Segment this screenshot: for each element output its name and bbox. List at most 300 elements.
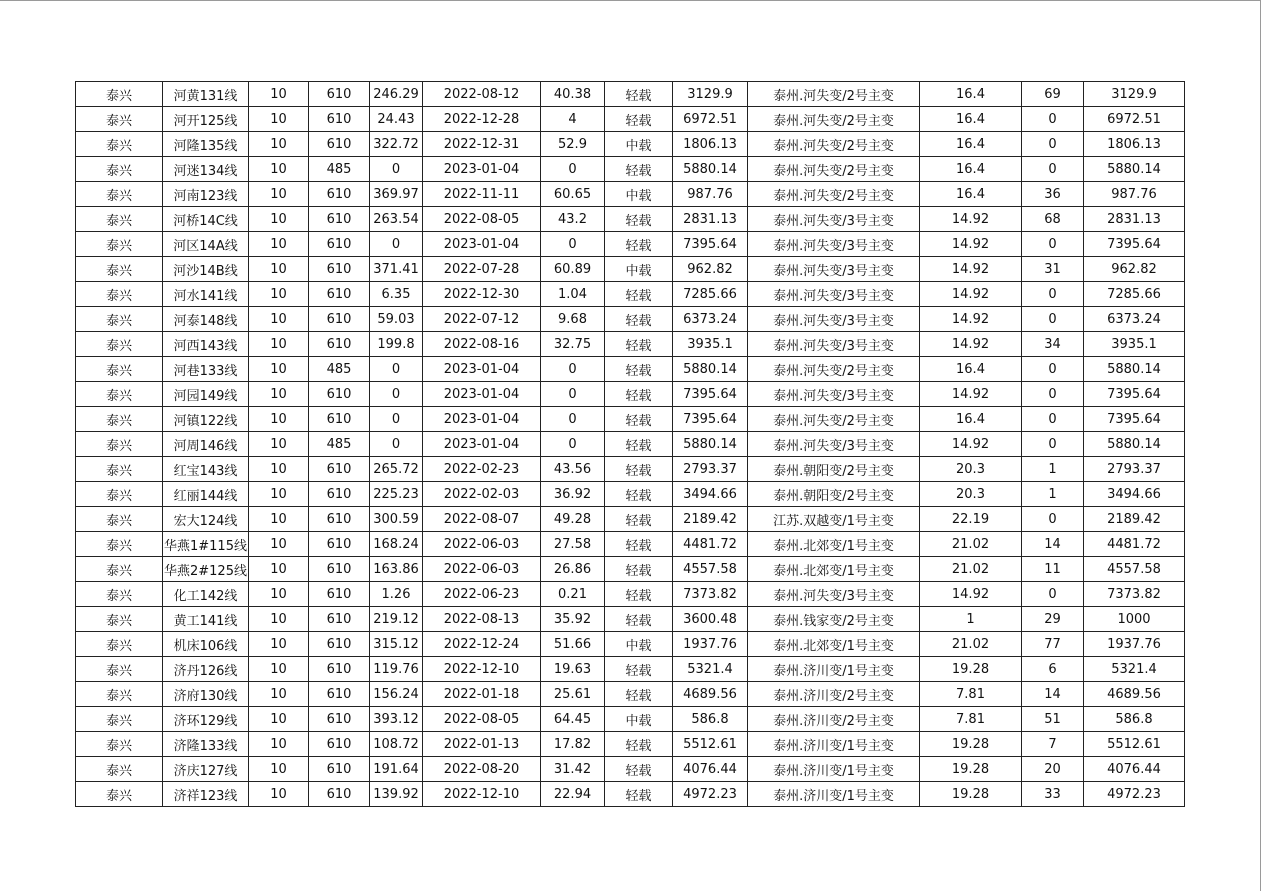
transformer-value-cell: 21.02 xyxy=(920,532,1022,557)
margin-cell: 6373.24 xyxy=(673,307,748,332)
transformer-value-cell: 21.02 xyxy=(920,557,1022,582)
transformer-cell: 泰州.河失变/2号主变 xyxy=(748,132,920,157)
load-value-cell: 191.64 xyxy=(370,757,423,782)
load-rate-cell: 25.61 xyxy=(541,682,605,707)
load-status-cell: 中载 xyxy=(605,707,673,732)
margin-cell: 2831.13 xyxy=(673,207,748,232)
available-capacity-cell: 5880.14 xyxy=(1084,357,1185,382)
voltage-cell: 10 xyxy=(249,707,309,732)
date-cell: 2022-07-28 xyxy=(423,257,541,282)
table-row xyxy=(76,782,1185,807)
margin-cell: 5880.14 xyxy=(673,432,748,457)
transformer-value-cell: 20.3 xyxy=(920,457,1022,482)
voltage-cell: 10 xyxy=(249,232,309,257)
load-value-cell: 24.43 xyxy=(370,107,423,132)
load-rate-cell: 0 xyxy=(541,432,605,457)
table-row xyxy=(76,107,1185,132)
load-status-cell: 轻载 xyxy=(605,107,673,132)
load-rate-cell: 43.2 xyxy=(541,207,605,232)
line-name-cell: 济丹126线 xyxy=(163,657,249,682)
capacity-cell: 610 xyxy=(309,282,370,307)
available-capacity-cell: 1937.76 xyxy=(1084,632,1185,657)
load-value-cell: 139.92 xyxy=(370,782,423,807)
load-rate-cell: 4 xyxy=(541,107,605,132)
count-cell: 34 xyxy=(1022,332,1084,357)
available-capacity-cell: 4481.72 xyxy=(1084,532,1185,557)
date-cell: 2022-02-03 xyxy=(423,482,541,507)
voltage-cell: 10 xyxy=(249,157,309,182)
transformer-value-cell: 1 xyxy=(920,607,1022,632)
transformer-value-cell: 16.4 xyxy=(920,407,1022,432)
load-value-cell: 393.12 xyxy=(370,707,423,732)
margin-cell: 2189.42 xyxy=(673,507,748,532)
count-cell: 11 xyxy=(1022,557,1084,582)
transformer-cell: 泰州.北郊变/1号主变 xyxy=(748,532,920,557)
transformer-cell: 泰州.济川变/1号主变 xyxy=(748,732,920,757)
count-cell: 0 xyxy=(1022,132,1084,157)
load-rate-cell: 35.92 xyxy=(541,607,605,632)
region-cell: 泰兴 xyxy=(76,282,163,307)
margin-cell: 1937.76 xyxy=(673,632,748,657)
region-cell: 泰兴 xyxy=(76,182,163,207)
voltage-cell: 10 xyxy=(249,82,309,107)
region-cell: 泰兴 xyxy=(76,257,163,282)
load-rate-cell: 0 xyxy=(541,157,605,182)
available-capacity-cell: 6972.51 xyxy=(1084,107,1185,132)
available-capacity-cell: 6373.24 xyxy=(1084,307,1185,332)
capacity-cell: 485 xyxy=(309,432,370,457)
count-cell: 0 xyxy=(1022,357,1084,382)
transformer-value-cell: 19.28 xyxy=(920,782,1022,807)
load-value-cell: 0 xyxy=(370,157,423,182)
load-value-cell: 225.23 xyxy=(370,482,423,507)
load-status-cell: 轻载 xyxy=(605,757,673,782)
region-cell: 泰兴 xyxy=(76,632,163,657)
load-value-cell: 219.12 xyxy=(370,607,423,632)
load-rate-cell: 0 xyxy=(541,407,605,432)
load-status-cell: 轻载 xyxy=(605,332,673,357)
date-cell: 2022-12-30 xyxy=(423,282,541,307)
count-cell: 68 xyxy=(1022,207,1084,232)
voltage-cell: 10 xyxy=(249,757,309,782)
voltage-cell: 10 xyxy=(249,332,309,357)
capacity-cell: 610 xyxy=(309,457,370,482)
count-cell: 0 xyxy=(1022,282,1084,307)
load-value-cell: 168.24 xyxy=(370,532,423,557)
load-rate-cell: 31.42 xyxy=(541,757,605,782)
region-cell: 泰兴 xyxy=(76,207,163,232)
table-row xyxy=(76,532,1185,557)
margin-cell: 5880.14 xyxy=(673,357,748,382)
line-name-cell: 济府130线 xyxy=(163,682,249,707)
count-cell: 51 xyxy=(1022,707,1084,732)
capacity-cell: 610 xyxy=(309,257,370,282)
margin-cell: 4076.44 xyxy=(673,757,748,782)
voltage-cell: 10 xyxy=(249,482,309,507)
load-value-cell: 1.26 xyxy=(370,582,423,607)
date-cell: 2022-08-16 xyxy=(423,332,541,357)
load-rate-cell: 43.56 xyxy=(541,457,605,482)
voltage-cell: 10 xyxy=(249,432,309,457)
load-rate-cell: 32.75 xyxy=(541,332,605,357)
line-name-cell: 华燕2#125线 xyxy=(163,557,249,582)
table-body xyxy=(76,82,1185,807)
table-row xyxy=(76,332,1185,357)
transformer-cell: 泰州.济川变/1号主变 xyxy=(748,757,920,782)
available-capacity-cell: 5321.4 xyxy=(1084,657,1185,682)
load-status-cell: 轻载 xyxy=(605,582,673,607)
voltage-cell: 10 xyxy=(249,207,309,232)
voltage-cell: 10 xyxy=(249,382,309,407)
voltage-cell: 10 xyxy=(249,607,309,632)
date-cell: 2023-01-04 xyxy=(423,157,541,182)
capacity-cell: 610 xyxy=(309,682,370,707)
available-capacity-cell: 3494.66 xyxy=(1084,482,1185,507)
load-status-cell: 轻载 xyxy=(605,507,673,532)
capacity-cell: 610 xyxy=(309,82,370,107)
capacity-cell: 610 xyxy=(309,307,370,332)
load-status-cell: 轻载 xyxy=(605,82,673,107)
transformer-value-cell: 14.92 xyxy=(920,307,1022,332)
load-status-cell: 轻载 xyxy=(605,407,673,432)
available-capacity-cell: 7395.64 xyxy=(1084,232,1185,257)
load-status-cell: 轻载 xyxy=(605,607,673,632)
count-cell: 20 xyxy=(1022,757,1084,782)
margin-cell: 987.76 xyxy=(673,182,748,207)
load-rate-cell: 49.28 xyxy=(541,507,605,532)
region-cell: 泰兴 xyxy=(76,132,163,157)
margin-cell: 7395.64 xyxy=(673,382,748,407)
count-cell: 7 xyxy=(1022,732,1084,757)
load-value-cell: 369.97 xyxy=(370,182,423,207)
capacity-cell: 610 xyxy=(309,632,370,657)
region-cell: 泰兴 xyxy=(76,557,163,582)
load-rate-cell: 1.04 xyxy=(541,282,605,307)
region-cell: 泰兴 xyxy=(76,582,163,607)
capacity-cell: 610 xyxy=(309,182,370,207)
date-cell: 2022-06-23 xyxy=(423,582,541,607)
line-name-cell: 河区14A线 xyxy=(163,232,249,257)
table-row xyxy=(76,757,1185,782)
region-cell: 泰兴 xyxy=(76,432,163,457)
voltage-cell: 10 xyxy=(249,582,309,607)
count-cell: 0 xyxy=(1022,107,1084,132)
transformer-cell: 泰州.河失变/3号主变 xyxy=(748,382,920,407)
line-name-cell: 河泰148线 xyxy=(163,307,249,332)
date-cell: 2022-06-03 xyxy=(423,557,541,582)
transformer-value-cell: 14.92 xyxy=(920,332,1022,357)
available-capacity-cell: 2831.13 xyxy=(1084,207,1185,232)
capacity-cell: 610 xyxy=(309,532,370,557)
available-capacity-cell: 5512.61 xyxy=(1084,732,1185,757)
table-row xyxy=(76,457,1185,482)
date-cell: 2022-08-20 xyxy=(423,757,541,782)
load-status-cell: 轻载 xyxy=(605,282,673,307)
line-name-cell: 河南123线 xyxy=(163,182,249,207)
voltage-cell: 10 xyxy=(249,307,309,332)
line-name-cell: 河水141线 xyxy=(163,282,249,307)
region-cell: 泰兴 xyxy=(76,157,163,182)
available-capacity-cell: 7395.64 xyxy=(1084,407,1185,432)
date-cell: 2022-11-11 xyxy=(423,182,541,207)
date-cell: 2022-12-31 xyxy=(423,132,541,157)
table-row xyxy=(76,732,1185,757)
count-cell: 29 xyxy=(1022,607,1084,632)
table-row xyxy=(76,182,1185,207)
line-name-cell: 河周146线 xyxy=(163,432,249,457)
transformer-value-cell: 7.81 xyxy=(920,707,1022,732)
count-cell: 0 xyxy=(1022,307,1084,332)
voltage-cell: 10 xyxy=(249,107,309,132)
date-cell: 2023-01-04 xyxy=(423,357,541,382)
load-status-cell: 轻载 xyxy=(605,732,673,757)
date-cell: 2023-01-04 xyxy=(423,432,541,457)
load-status-cell: 轻载 xyxy=(605,557,673,582)
load-status-cell: 中载 xyxy=(605,632,673,657)
date-cell: 2022-06-03 xyxy=(423,532,541,557)
region-cell: 泰兴 xyxy=(76,357,163,382)
voltage-cell: 10 xyxy=(249,507,309,532)
table-row xyxy=(76,157,1185,182)
transformer-cell: 江苏.双越变/1号主变 xyxy=(748,507,920,532)
available-capacity-cell: 4076.44 xyxy=(1084,757,1185,782)
transformer-cell: 泰州.北郊变/1号主变 xyxy=(748,557,920,582)
available-capacity-cell: 4972.23 xyxy=(1084,782,1185,807)
line-name-cell: 河桥14C线 xyxy=(163,207,249,232)
load-rate-cell: 0 xyxy=(541,232,605,257)
transformer-cell: 泰州.河失变/3号主变 xyxy=(748,257,920,282)
load-value-cell: 0 xyxy=(370,382,423,407)
table-row xyxy=(76,232,1185,257)
available-capacity-cell: 1000 xyxy=(1084,607,1185,632)
margin-cell: 1806.13 xyxy=(673,132,748,157)
available-capacity-cell: 3935.1 xyxy=(1084,332,1185,357)
transformer-cell: 泰州.河失变/3号主变 xyxy=(748,232,920,257)
table-row xyxy=(76,307,1185,332)
region-cell: 泰兴 xyxy=(76,732,163,757)
date-cell: 2022-08-07 xyxy=(423,507,541,532)
load-value-cell: 0 xyxy=(370,407,423,432)
transformer-cell: 泰州.济川变/1号主变 xyxy=(748,782,920,807)
line-name-cell: 河沙14B线 xyxy=(163,257,249,282)
transformer-cell: 泰州.河失变/3号主变 xyxy=(748,582,920,607)
available-capacity-cell: 5880.14 xyxy=(1084,432,1185,457)
table-row xyxy=(76,607,1185,632)
region-cell: 泰兴 xyxy=(76,707,163,732)
load-rate-cell: 60.65 xyxy=(541,182,605,207)
date-cell: 2023-01-04 xyxy=(423,232,541,257)
transformer-value-cell: 16.4 xyxy=(920,157,1022,182)
table-row xyxy=(76,132,1185,157)
count-cell: 0 xyxy=(1022,382,1084,407)
voltage-cell: 10 xyxy=(249,682,309,707)
transformer-value-cell: 16.4 xyxy=(920,182,1022,207)
transformer-value-cell: 14.92 xyxy=(920,282,1022,307)
available-capacity-cell: 4689.56 xyxy=(1084,682,1185,707)
region-cell: 泰兴 xyxy=(76,757,163,782)
region-cell: 泰兴 xyxy=(76,332,163,357)
capacity-cell: 610 xyxy=(309,507,370,532)
transformer-cell: 泰州.河失变/2号主变 xyxy=(748,82,920,107)
margin-cell: 4972.23 xyxy=(673,782,748,807)
voltage-cell: 10 xyxy=(249,457,309,482)
load-rate-cell: 22.94 xyxy=(541,782,605,807)
load-status-cell: 轻载 xyxy=(605,432,673,457)
count-cell: 14 xyxy=(1022,532,1084,557)
table-row xyxy=(76,282,1185,307)
line-name-cell: 济祥123线 xyxy=(163,782,249,807)
capacity-cell: 610 xyxy=(309,782,370,807)
line-name-cell: 化工142线 xyxy=(163,582,249,607)
table-row xyxy=(76,657,1185,682)
count-cell: 1 xyxy=(1022,457,1084,482)
region-cell: 泰兴 xyxy=(76,607,163,632)
table-row xyxy=(76,407,1185,432)
date-cell: 2022-07-12 xyxy=(423,307,541,332)
load-value-cell: 315.12 xyxy=(370,632,423,657)
table-row xyxy=(76,357,1185,382)
load-rate-cell: 52.9 xyxy=(541,132,605,157)
table-row xyxy=(76,707,1185,732)
transformer-cell: 泰州.河失变/2号主变 xyxy=(748,182,920,207)
line-name-cell: 河巷133线 xyxy=(163,357,249,382)
transformer-cell: 泰州.河失变/3号主变 xyxy=(748,332,920,357)
region-cell: 泰兴 xyxy=(76,457,163,482)
region-cell: 泰兴 xyxy=(76,482,163,507)
capacity-cell: 610 xyxy=(309,332,370,357)
transformer-cell: 泰州.济川变/2号主变 xyxy=(748,682,920,707)
date-cell: 2022-01-18 xyxy=(423,682,541,707)
date-cell: 2022-12-10 xyxy=(423,657,541,682)
load-value-cell: 265.72 xyxy=(370,457,423,482)
margin-cell: 962.82 xyxy=(673,257,748,282)
margin-cell: 586.8 xyxy=(673,707,748,732)
available-capacity-cell: 7285.66 xyxy=(1084,282,1185,307)
region-cell: 泰兴 xyxy=(76,232,163,257)
margin-cell: 3494.66 xyxy=(673,482,748,507)
available-capacity-cell: 3129.9 xyxy=(1084,82,1185,107)
line-name-cell: 济环129线 xyxy=(163,707,249,732)
margin-cell: 5512.61 xyxy=(673,732,748,757)
transformer-value-cell: 16.4 xyxy=(920,132,1022,157)
load-value-cell: 108.72 xyxy=(370,732,423,757)
transformer-value-cell: 7.81 xyxy=(920,682,1022,707)
transformer-cell: 泰州.河失变/3号主变 xyxy=(748,432,920,457)
load-status-cell: 轻载 xyxy=(605,782,673,807)
load-value-cell: 246.29 xyxy=(370,82,423,107)
line-name-cell: 红宝143线 xyxy=(163,457,249,482)
load-value-cell: 119.76 xyxy=(370,657,423,682)
capacity-cell: 610 xyxy=(309,657,370,682)
load-value-cell: 322.72 xyxy=(370,132,423,157)
capacity-cell: 610 xyxy=(309,482,370,507)
voltage-cell: 10 xyxy=(249,557,309,582)
load-rate-cell: 19.63 xyxy=(541,657,605,682)
load-rate-cell: 51.66 xyxy=(541,632,605,657)
load-status-cell: 轻载 xyxy=(605,207,673,232)
line-name-cell: 河隆135线 xyxy=(163,132,249,157)
line-name-cell: 河园149线 xyxy=(163,382,249,407)
count-cell: 77 xyxy=(1022,632,1084,657)
count-cell: 0 xyxy=(1022,407,1084,432)
margin-cell: 3600.48 xyxy=(673,607,748,632)
load-status-cell: 中载 xyxy=(605,182,673,207)
capacity-cell: 610 xyxy=(309,707,370,732)
transformer-cell: 泰州.朝阳变/2号主变 xyxy=(748,482,920,507)
available-capacity-cell: 962.82 xyxy=(1084,257,1185,282)
table-row xyxy=(76,432,1185,457)
voltage-cell: 10 xyxy=(249,282,309,307)
transformer-value-cell: 19.28 xyxy=(920,657,1022,682)
region-cell: 泰兴 xyxy=(76,82,163,107)
line-name-cell: 红丽144线 xyxy=(163,482,249,507)
line-name-cell: 黄工141线 xyxy=(163,607,249,632)
load-value-cell: 6.35 xyxy=(370,282,423,307)
region-cell: 泰兴 xyxy=(76,782,163,807)
date-cell: 2022-12-28 xyxy=(423,107,541,132)
transformer-value-cell: 14.92 xyxy=(920,257,1022,282)
line-name-cell: 河镇122线 xyxy=(163,407,249,432)
date-cell: 2022-08-13 xyxy=(423,607,541,632)
table-row xyxy=(76,482,1185,507)
count-cell: 0 xyxy=(1022,157,1084,182)
region-cell: 泰兴 xyxy=(76,682,163,707)
transformer-value-cell: 22.19 xyxy=(920,507,1022,532)
capacity-cell: 610 xyxy=(309,407,370,432)
margin-cell: 4481.72 xyxy=(673,532,748,557)
transformer-cell: 泰州.济川变/2号主变 xyxy=(748,707,920,732)
load-rate-cell: 40.38 xyxy=(541,82,605,107)
transformer-cell: 泰州.河失变/2号主变 xyxy=(748,357,920,382)
transformer-value-cell: 14.92 xyxy=(920,582,1022,607)
margin-cell: 4689.56 xyxy=(673,682,748,707)
region-cell: 泰兴 xyxy=(76,507,163,532)
load-rate-cell: 17.82 xyxy=(541,732,605,757)
date-cell: 2022-08-05 xyxy=(423,207,541,232)
load-value-cell: 156.24 xyxy=(370,682,423,707)
count-cell: 0 xyxy=(1022,582,1084,607)
load-status-cell: 中载 xyxy=(605,132,673,157)
transformer-value-cell: 14.92 xyxy=(920,432,1022,457)
table-row xyxy=(76,557,1185,582)
margin-cell: 5880.14 xyxy=(673,157,748,182)
date-cell: 2023-01-04 xyxy=(423,407,541,432)
load-status-cell: 轻载 xyxy=(605,532,673,557)
region-cell: 泰兴 xyxy=(76,382,163,407)
table-row xyxy=(76,82,1185,107)
count-cell: 0 xyxy=(1022,232,1084,257)
transformer-cell: 泰州.北郊变/1号主变 xyxy=(748,632,920,657)
date-cell: 2022-12-10 xyxy=(423,782,541,807)
capacity-cell: 610 xyxy=(309,557,370,582)
capacity-cell: 610 xyxy=(309,207,370,232)
capacity-cell: 610 xyxy=(309,582,370,607)
available-capacity-cell: 2793.37 xyxy=(1084,457,1185,482)
date-cell: 2022-08-12 xyxy=(423,82,541,107)
count-cell: 36 xyxy=(1022,182,1084,207)
voltage-cell: 10 xyxy=(249,657,309,682)
table-row xyxy=(76,682,1185,707)
capacity-cell: 610 xyxy=(309,732,370,757)
load-status-cell: 轻载 xyxy=(605,482,673,507)
table-row xyxy=(76,257,1185,282)
count-cell: 0 xyxy=(1022,432,1084,457)
load-rate-cell: 26.86 xyxy=(541,557,605,582)
voltage-cell: 10 xyxy=(249,532,309,557)
margin-cell: 7395.64 xyxy=(673,407,748,432)
transformer-value-cell: 14.92 xyxy=(920,232,1022,257)
transformer-cell: 泰州.河失变/3号主变 xyxy=(748,207,920,232)
